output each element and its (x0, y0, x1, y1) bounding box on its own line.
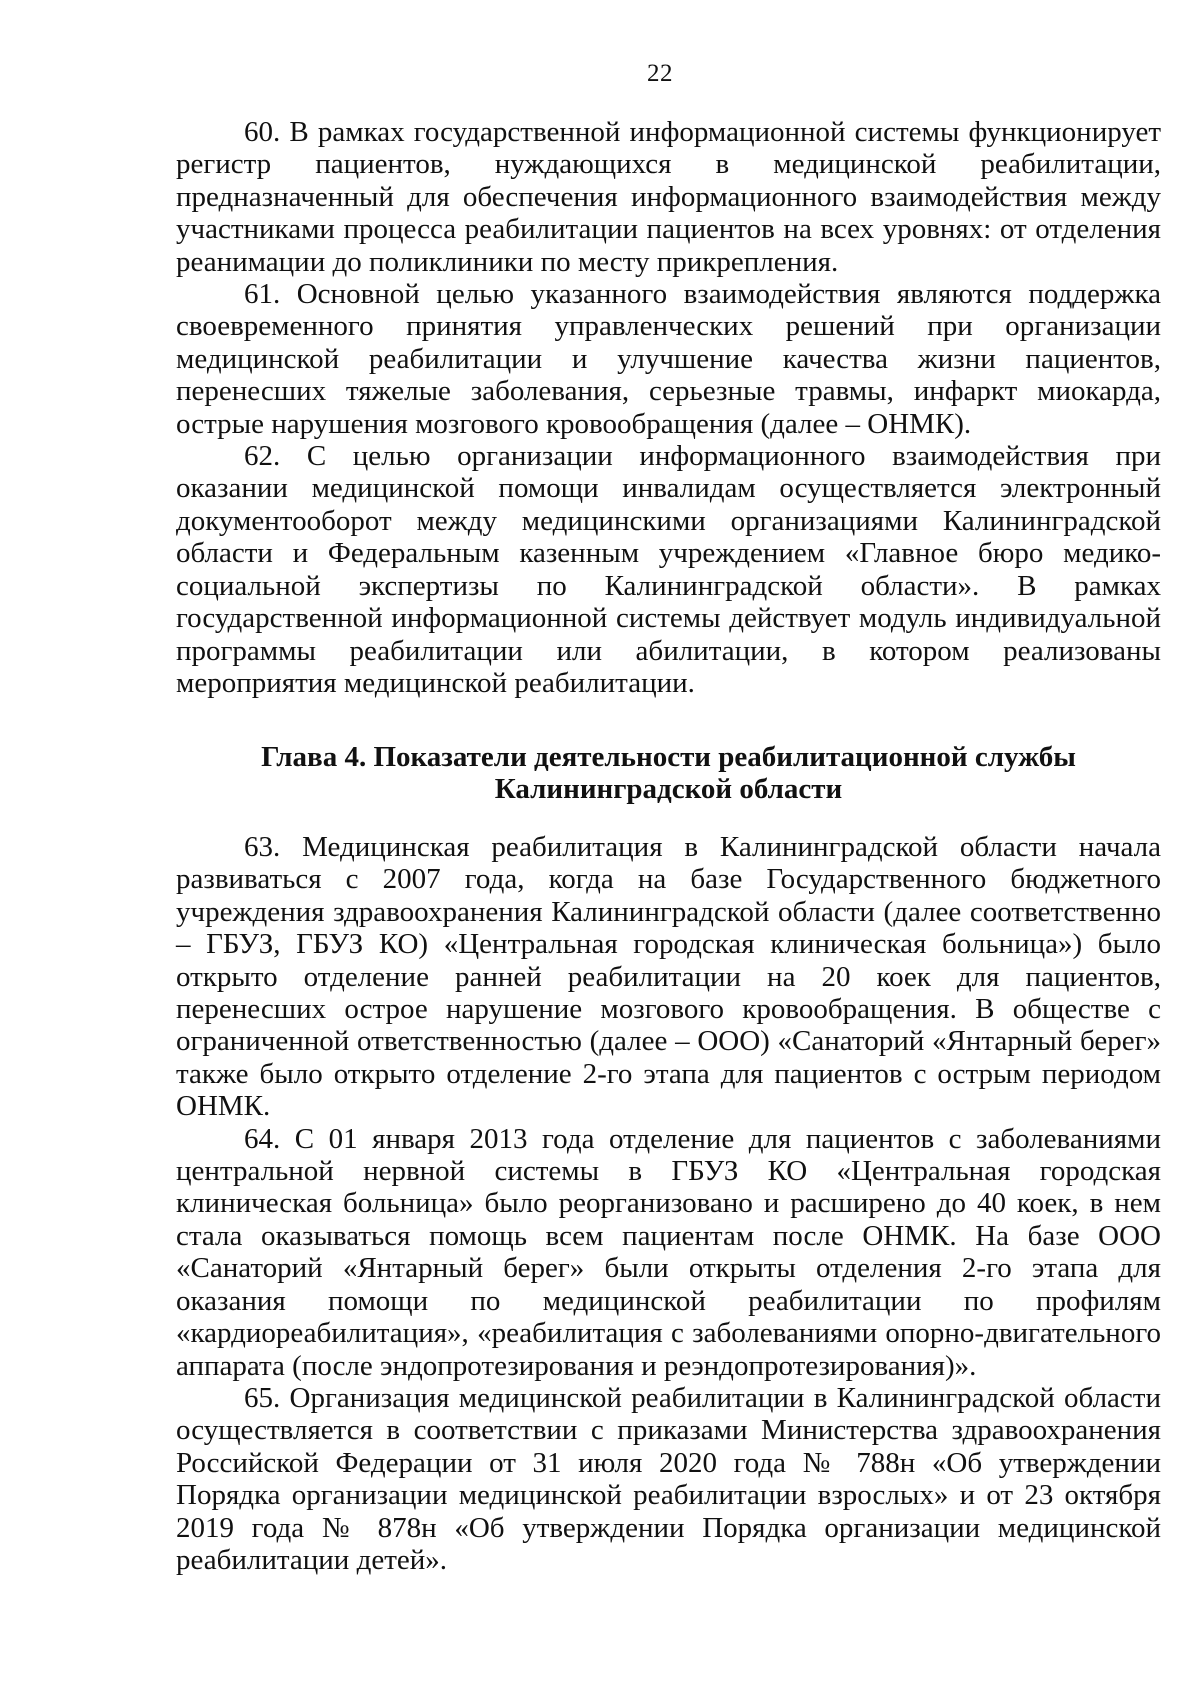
paragraph-65: 65. Организация медицинской реабилитации в Калининградской области осуществляется в соответствии с приказами Министерства здравоохранения Российской Федерации от 31 июля 2020 года № 788н «Об утверждении Порядка организации медицинской реабилитации взрослых» и от 23 октября 2019 года № 878н «Об утверждении Порядка организации медицинской реабилитации детей». (176, 1381, 1161, 1576)
chapter-heading-line-1: Глава 4. Показатели деятельности реабилитационной службы (261, 741, 1076, 773)
chapter-heading (176, 741, 1161, 806)
paragraphs-bottom (176, 831, 1161, 1576)
page-number: 22 (647, 60, 673, 87)
paragraph-64: 64. С 01 января 2013 года отделение для пациентов с заболеваниями центральной нервной системы в ГБУЗ КО «Центральная городская клиническая больница» было реорганизовано и расширено до 40 коек, в нем стала оказываться помощь всем пациентам после ОНМК. На базе ООО «Санаторий «Янтарный берег» были открыты отделения 2-го этапа для оказания помощи по медицинской реабилитации по профилям «кардиореабилитация», «реабилитация с заболеваниями опорно-двигательного аппарата (после эндопротезирования и реэндопротезирования)». (176, 1122, 1161, 1382)
paragraph-63: 63. Медицинская реабилитация в Калининградской области начала развиваться с 2007 года, когда на базе Государственного бюджетного учреждения здравоохранения Калининградской области (далее соответственно – ГБУЗ, ГБУЗ КО) «Центральная городская клиническая больница») было открыто отделение ранней реабилитации на 20 коек для пациентов, перенесших острое нарушение мозгового кровообращения. В обществе с ограниченной ответственностью (далее – ООО) «Санаторий «Янтарный берег» также было открыто отделение 2-го этапа для пациентов с острым периодом ОНМК. (176, 831, 1161, 1123)
paragraph-61: 61. Основной целью указанного взаимодействия являются поддержка своевременного принятия управленческих решений при организации медицинской реабилитации и улучшение качества жизни пациентов, перенесших тяжелые заболевания, серьезные травмы, инфаркт миокарда, острые нарушения мозгового кровообращения (далее – ОНМК). (176, 278, 1161, 440)
paragraph-62: 62. С целью организации информационного взаимодействия при оказании медицинской помощи инвалидам осуществляется электронный документооборот между медицинскими организациями Калининградской области и Федеральным казенным учреждением «Главное бюро медико-социальной экспертизы по Калининградской области». В рамках государственной информационной системы действует модуль индивидуальной программы реабилитации или абилитации, в котором реализованы мероприятия медицинской реабилитации. (176, 440, 1161, 699)
chapter-heading-line-2: Калининградской области (494, 773, 843, 806)
paragraphs-top (176, 116, 1161, 699)
paragraph-60: 60. В рамках государственной информационной системы функционирует регистр пациентов, нуждающихся в медицинской реабилитации, предназначенный для обеспечения информационного взаимодействия между участниками процесса реабилитации пациентов на всех уровнях: от отделения реанимации до поликлиники по месту прикрепления. (176, 116, 1161, 278)
